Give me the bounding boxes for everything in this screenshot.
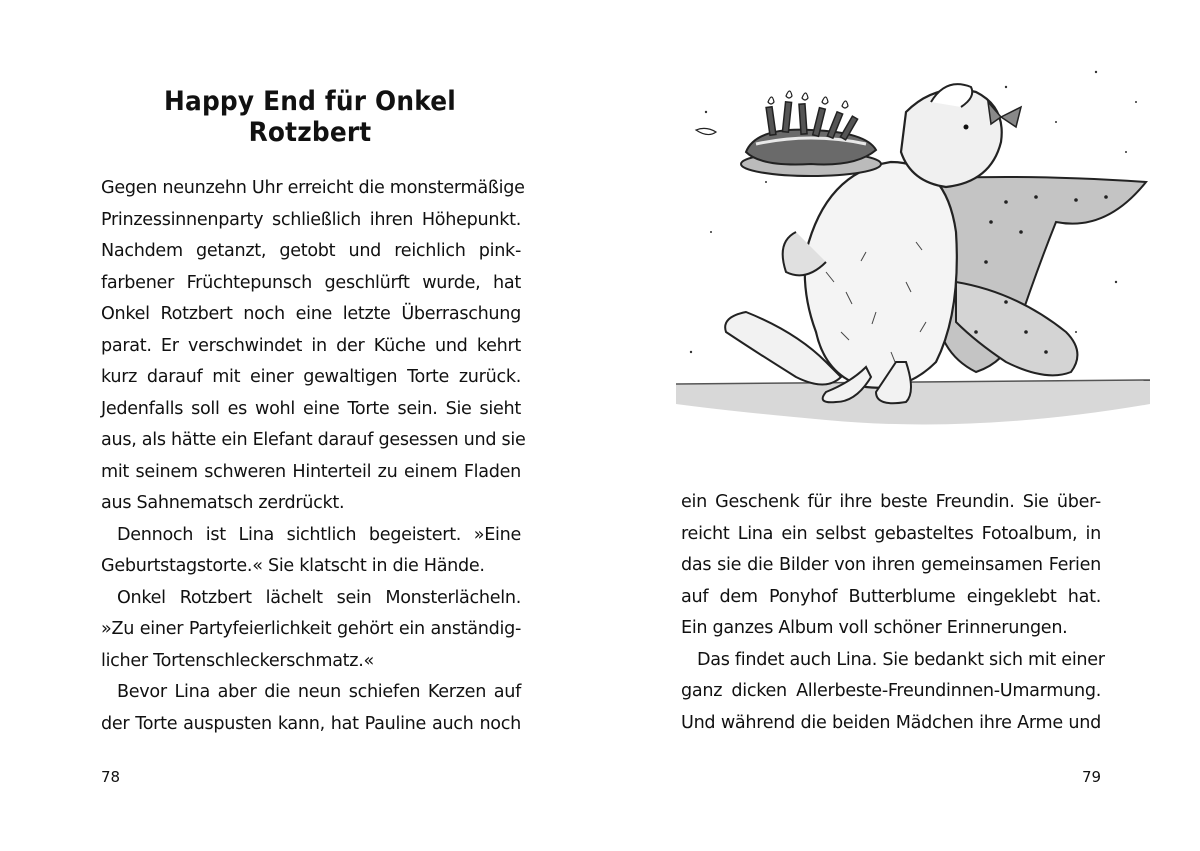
text-line: reicht Lina ein selbst gebasteltes Fotoalbum, in (681, 523, 1101, 544)
chapter-title: Happy End für Onkel Rotzbert (164, 86, 456, 148)
text-line: Jedenfalls soll es wohl eine Torte sein. Sie sieht (101, 398, 521, 419)
text-line: Geburtstagstorte.« Sie klatscht in die Hände. (101, 556, 485, 576)
text-line: Nachdem getanzt, getobt und reichlich pink- (101, 241, 521, 261)
text-line: auf dem Ponyhof Butterblume eingeklebt hat. (681, 586, 1101, 607)
left-body-text (101, 173, 526, 740)
text-line: »Zu einer Partyfeierlichkeit gehört ein anständig- (101, 619, 521, 639)
text-line: Onkel Rotzbert lächelt sein Monsterlächeln. (117, 587, 521, 608)
page-number-right: 79 (1082, 768, 1102, 786)
text-line: parat. Er verschwindet in der Küche und kehrt (101, 335, 521, 356)
text-line: ganz dicken Allerbeste-Freundinnen-Umarmung. (681, 681, 1101, 701)
text-line: mit seinem schweren Hinterteil zu einem Fladen (101, 461, 521, 482)
text-line: ein Geschenk für ihre beste Freundin. Sie über- (681, 492, 1101, 512)
text-line: Prinzessinnenparty schließlich ihren Höhepunkt. (101, 209, 521, 230)
text-line: Und während die beiden Mädchen ihre Arme und (681, 712, 1101, 733)
text-line: aus Sahnematsch zerdrückt. (101, 493, 345, 513)
text-line: licher Tortenschleckerschmatz.« (101, 650, 374, 671)
text-line: kurz darauf mit einer gewaltigen Torte zurück. (101, 367, 521, 387)
page-number-left: 78 (101, 768, 121, 786)
text-line: Onkel Rotzbert noch eine letzte Überraschung (101, 304, 521, 324)
text-line: das sie die Bilder von ihren gemeinsamen Ferien (681, 555, 1101, 575)
text-line: aus, als hätte ein Elefant darauf gesessen und sie (101, 430, 526, 450)
text-line: Gegen neunzehn Uhr erreicht die monstermäßige (101, 178, 525, 198)
text-line: Bevor Lina aber die neun schiefen Kerzen auf (117, 682, 521, 702)
text-line: farbener Früchtepunsch geschlürft wurde, hat (101, 272, 521, 293)
right-page (600, 0, 1200, 851)
right-body-text (681, 487, 1105, 739)
monster-with-cake-illustration-icon (676, 32, 1150, 437)
text-line: der Torte auspusten kann, hat Pauline auch noch (101, 713, 521, 734)
text-line: Das findet auch Lina. Sie bedankt sich mit einer (697, 649, 1105, 670)
text-line: Ein ganzes Album voll schöner Erinnerungen. (681, 618, 1068, 638)
text-line: Dennoch ist Lina sichtlich begeistert. »Eine (117, 524, 521, 545)
